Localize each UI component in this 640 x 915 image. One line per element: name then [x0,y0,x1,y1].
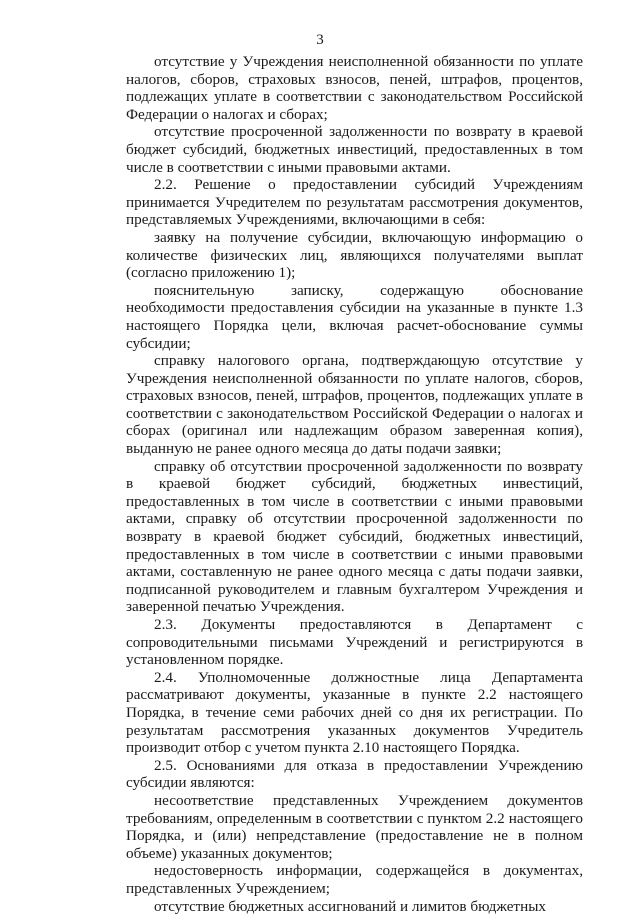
paragraph: справку об отсутствии просроченной задолженности по возврату в краевой бюджет субсидий, бюджетных инвестиций, предоставленных в том числе в соответствии с иными правовыми актами, справку об отсутствии просроченной задолженности по возврату в краевой бюджет субсидий, бюджетных инвестиций, предоставленных в том числе в соответствии с иными правовыми актами, составленную не ранее одного месяца с даты подачи заявки, подписанной руководителем и главным бухгалтером Учреждения и заверенной печатью Учреждения. [126,458,583,616]
document-body [126,53,583,915]
paragraph: 2.2. Решение о предоставлении субсидий Учреждениям принимается Учредителем по результатам рассмотрения документов, представляемых Учреждениями, включающими в себя: [126,176,583,229]
paragraph: недостоверность информации, содержащейся в документах, представленных Учреждением; [126,862,583,897]
paragraph: справку налогового органа, подтверждающую отсутствие у Учреждения неисполненной обязанности по уплате налогов, сборов, страховых взносов, пеней, штрафов, процентов, подлежащих уплате в соответствии с законодательством Российской Федерации о налогах и сборах (оригинал или надлежащим образом заверенная копия), выданную не ранее одного месяца до даты подачи заявки; [126,352,583,458]
paragraph: 2.4. Уполномоченные должностные лица Департамента рассматривают документы, указанные в пункте 2.2 настоящего Порядка, в течение семи рабочих дней со дня их регистрации. По результатам рассмотрения указанных документов Учредитель производит отбор с учетом пункта 2.10 настоящего Порядка. [126,669,583,757]
paragraph: пояснительную записку, содержащую обоснование необходимости предоставления субсидии на указанные в пункте 1.3 настоящего Порядка цели, включая расчет-обоснование суммы субсидии; [126,282,583,352]
paragraph: отсутствие бюджетных ассигнований и лимитов бюджетных [126,898,583,915]
paragraph: заявку на получение субсидии, включающую информацию о количестве физических лиц, являющихся получателями выплат (согласно приложению 1); [126,229,583,282]
paragraph: 2.5. Основаниями для отказа в предоставлении Учреждению субсидии являются: [126,757,583,792]
paragraph: отсутствие просроченной задолженности по возврату в краевой бюджет субсидий, бюджетных инвестиций, предоставленных в том числе в соответствии с иными правовыми актами. [126,123,583,176]
paragraph: отсутствие у Учреждения неисполненной обязанности по уплате налогов, сборов, страховых взносов, пеней, штрафов, процентов, подлежащих уплате в соответствии с законодательством Российской Федерации о налогах и сборах; [126,53,583,123]
paragraph: несоответствие представленных Учреждением документов требованиям, определенным в соответствии с пунктом 2.2 настоящего Порядка, и (или) непредставление (предоставление не в полном объеме) указанных документов; [126,792,583,862]
page-number: 3 [0,32,640,49]
paragraph: 2.3. Документы предоставляются в Департамент с сопроводительными письмами Учреждений и регистрируются в установленном порядке. [126,616,583,669]
